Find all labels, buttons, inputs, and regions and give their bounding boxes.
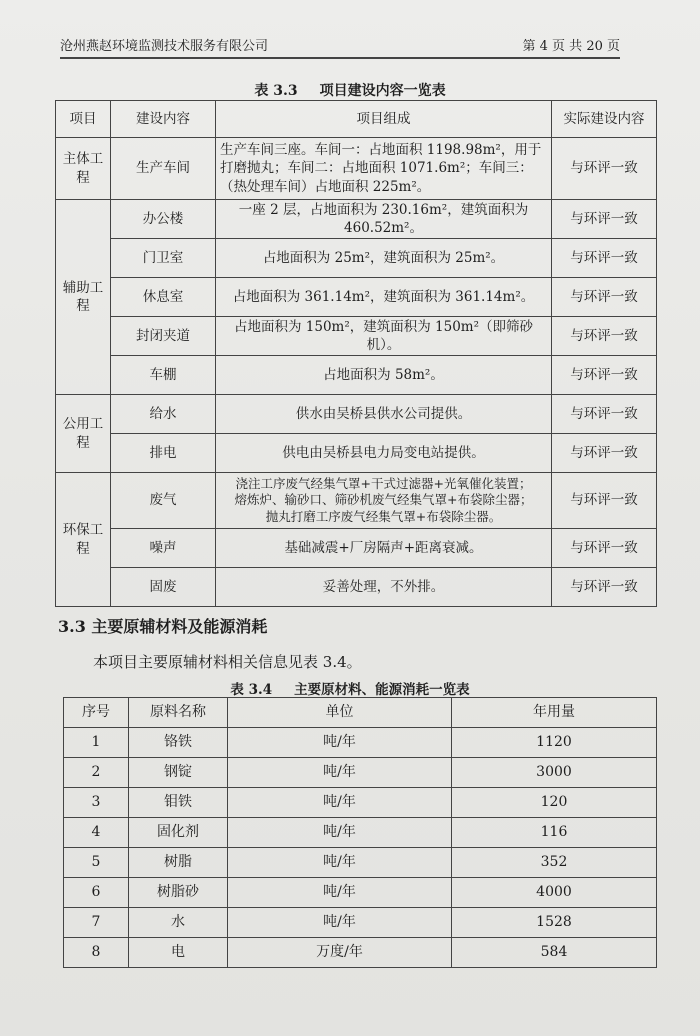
group-cell: 环保工程: [56, 473, 111, 607]
header-cell: 项目: [56, 101, 111, 138]
table-row: [56, 568, 657, 607]
actual-cell: 与环评一致: [552, 356, 657, 395]
desc-cell: 占地面积为 361.14m²，建筑面积为 361.14m²。: [216, 278, 552, 317]
item-cell: 废气: [111, 473, 216, 529]
desc-line: 抛丸打磨工序废气经集气罩+布袋除尘器。: [265, 508, 502, 524]
group-cell: 辅助工程: [56, 200, 111, 395]
actual-cell: 与环评一致: [552, 239, 657, 278]
unit-cell: 万度/年: [228, 938, 452, 968]
table-row: [56, 239, 657, 278]
table-row: [56, 356, 657, 395]
table-3-4-caption: [0, 678, 700, 698]
unit-cell: 吨/年: [228, 878, 452, 908]
table-3-3-caption: [0, 80, 700, 100]
amount-cell: 4000: [452, 878, 657, 908]
desc-cell: [216, 473, 552, 529]
unit-cell: 吨/年: [228, 728, 452, 758]
amount-cell: 120: [452, 788, 657, 818]
table-row: [56, 278, 657, 317]
name-cell: 树脂: [129, 848, 228, 878]
desc-cell: 供电由吴桥县电力局变电站提供。: [216, 434, 552, 473]
name-cell: 钢锭: [129, 758, 228, 788]
no-cell: 5: [64, 848, 129, 878]
name-cell: 水: [129, 908, 228, 938]
table-row: [64, 908, 657, 938]
no-cell: 7: [64, 908, 129, 938]
desc-cell: 供水由吴桥县供水公司提供。: [216, 395, 552, 434]
table-row: [56, 434, 657, 473]
item-cell: 噪声: [111, 529, 216, 568]
table-row: [64, 818, 657, 848]
desc-cell: 生产车间三座。车间一：占地面积 1198.98m²，用于打磨抛丸；车间二：占地面积 1071.6m²；车间三：（热处理车间）占地面积 225m²。: [216, 138, 552, 200]
table-3-3: [55, 100, 657, 607]
table-row: [56, 529, 657, 568]
amount-cell: 3000: [452, 758, 657, 788]
no-cell: 2: [64, 758, 129, 788]
table-3-3-title: 项目建设内容一览表: [319, 83, 446, 99]
header-cell: 建设内容: [111, 101, 216, 138]
amount-cell: 1528: [452, 908, 657, 938]
table-row: [56, 473, 657, 529]
header-cell: 年用量: [452, 698, 657, 728]
table-3-4-title: 主要原材料、能源消耗一览表: [294, 682, 470, 698]
unit-cell: 吨/年: [228, 908, 452, 938]
amount-cell: 584: [452, 938, 657, 968]
page-number: 第 4 页 共 20 页: [522, 39, 620, 54]
group-cell: 主体工程: [56, 138, 111, 200]
name-cell: 电: [129, 938, 228, 968]
desc-cell: 妥善处理，不外排。: [216, 568, 552, 607]
table-row: [64, 758, 657, 788]
table-row: [56, 317, 657, 356]
amount-cell: 352: [452, 848, 657, 878]
no-cell: 6: [64, 878, 129, 908]
name-cell: 钼铁: [129, 788, 228, 818]
header-cell: 序号: [64, 698, 129, 728]
table-row: [64, 878, 657, 908]
table-header-row: [56, 101, 657, 138]
actual-cell: 与环评一致: [552, 529, 657, 568]
table-row: [64, 938, 657, 968]
item-cell: 封闭夹道: [111, 317, 216, 356]
item-cell: 车棚: [111, 356, 216, 395]
no-cell: 3: [64, 788, 129, 818]
desc-cell: 基础减震+厂房隔声+距离衰减。: [216, 529, 552, 568]
actual-cell: 与环评一致: [552, 317, 657, 356]
name-cell: 铬铁: [129, 728, 228, 758]
table-row: [56, 200, 657, 239]
name-cell: 固化剂: [129, 818, 228, 848]
actual-cell: 与环评一致: [552, 568, 657, 607]
group-cell: 公用工程: [56, 395, 111, 473]
item-cell: 休息室: [111, 278, 216, 317]
actual-cell: 与环评一致: [552, 138, 657, 200]
desc-cell: 占地面积为 58m²。: [216, 356, 552, 395]
item-cell: 固废: [111, 568, 216, 607]
unit-cell: 吨/年: [228, 848, 452, 878]
item-cell: 给水: [111, 395, 216, 434]
no-cell: 1: [64, 728, 129, 758]
unit-cell: 吨/年: [228, 818, 452, 848]
item-cell: 排电: [111, 434, 216, 473]
body-paragraph: 本项目主要原辅材料相关信息见表 3.4。: [93, 653, 362, 671]
table-3-4-number: 表 3.4: [230, 682, 273, 698]
amount-cell: 1120: [452, 728, 657, 758]
actual-cell: 与环评一致: [552, 395, 657, 434]
desc-line: 熔炼炉、输砂口、筛砂机废气经集气罩+布袋除尘器；: [234, 492, 533, 508]
no-cell: 4: [64, 818, 129, 848]
table-row: [64, 848, 657, 878]
amount-cell: 116: [452, 818, 657, 848]
actual-cell: 与环评一致: [552, 200, 657, 239]
section-title: 3.3 主要原辅材料及能源消耗: [58, 617, 268, 636]
no-cell: 8: [64, 938, 129, 968]
desc-line: 浇注工序废气经集气罩+干式过滤器+光氧催化装置；: [235, 476, 532, 492]
item-cell: 办公楼: [111, 200, 216, 239]
table-header-row: [64, 698, 657, 728]
item-cell: 生产车间: [111, 138, 216, 200]
header-cell: 原料名称: [129, 698, 228, 728]
desc-cell: 一座 2 层，占地面积为 230.16m²，建筑面积为 460.52m²。: [216, 200, 552, 239]
page-header: [60, 30, 620, 59]
actual-cell: 与环评一致: [552, 434, 657, 473]
company-name: 沧州燕赵环境监测技术服务有限公司: [60, 39, 269, 54]
desc-cell: 占地面积为 25m²，建筑面积为 25m²。: [216, 239, 552, 278]
item-cell: 门卫室: [111, 239, 216, 278]
table-row: [56, 138, 657, 200]
table-row: [64, 788, 657, 818]
actual-cell: 与环评一致: [552, 278, 657, 317]
table-3-3-number: 表 3.3: [254, 83, 298, 99]
header-cell: 项目组成: [216, 101, 552, 138]
table-row: [64, 728, 657, 758]
table-row: [56, 395, 657, 434]
header-cell: 实际建设内容: [552, 101, 657, 138]
desc-cell: 占地面积为 150m²，建筑面积为 150m²（即筛砂机）。: [216, 317, 552, 356]
unit-cell: 吨/年: [228, 758, 452, 788]
header-cell: 单位: [228, 698, 452, 728]
actual-cell: 与环评一致: [552, 473, 657, 529]
table-3-4: [63, 697, 657, 968]
name-cell: 树脂砂: [129, 878, 228, 908]
unit-cell: 吨/年: [228, 788, 452, 818]
